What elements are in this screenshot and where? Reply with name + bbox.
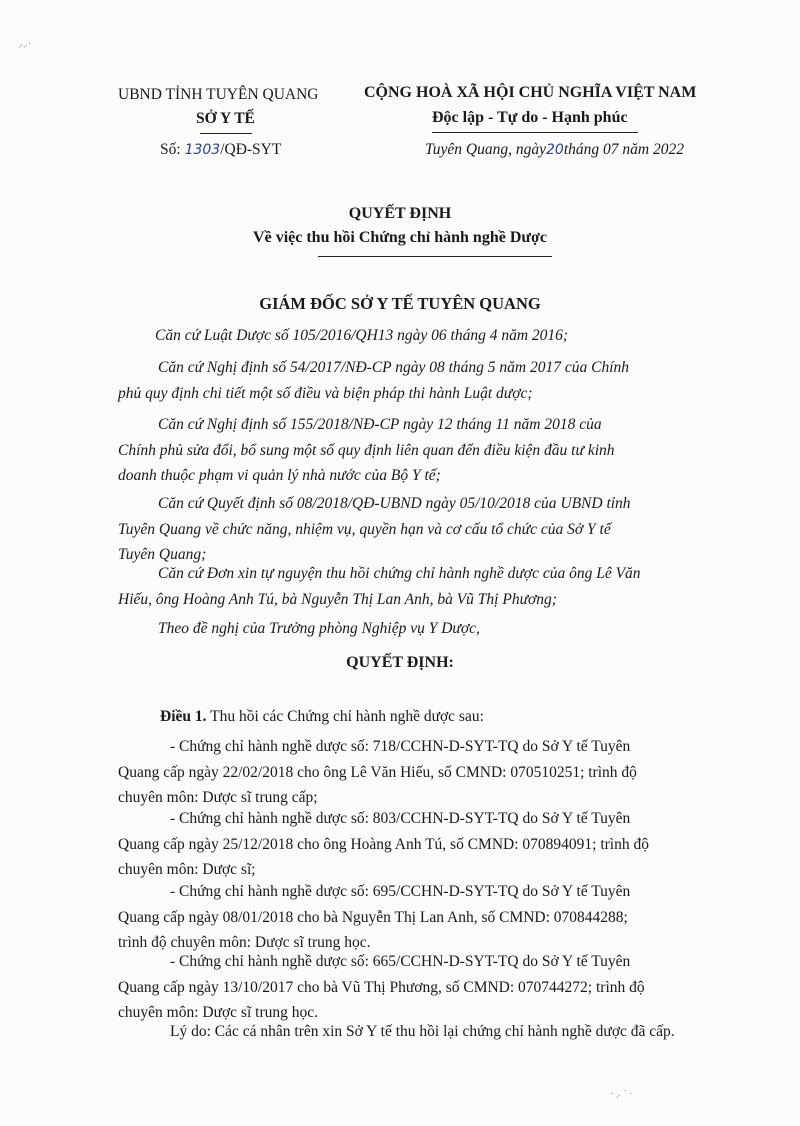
date-suffix: tháng 07 năm 2022 [563,141,684,158]
preamble-1 [155,323,737,349]
certificate-2-line1: - Chứng chỉ hành nghề dược số: 803/CCHN-D-SYT-TQ do Sở Y tế Tuyên [170,810,631,827]
preamble-2-line2: phủ quy định chi tiết một số điều và biện pháp thi hành Luật dược; [118,384,533,402]
doc-number [160,141,281,159]
header-dept-underline [200,133,252,134]
certificate-2-line2: Quang cấp ngày 25/12/2018 cho ông Hoàng Anh Tú, số CMND: 070894091; trình độ [118,835,649,853]
doc-number-suffix: /QĐ-SYT [220,141,282,158]
header-dept: SỞ Y TẾ [196,110,255,127]
reason-text: Lý do: Các cá nhân trên xin Sở Y tế thu hồi lại chứng chỉ hành nghề dược đã cấp. [170,1023,675,1040]
certificate-item [118,879,738,956]
preamble-4-line2: Tuyên Quang về chức năng, nhiệm vụ, quyền hạn và cơ cấu tổ chức của Sở Y tế [118,520,611,538]
preamble-3 [118,412,738,489]
date-day-handwritten: 20 [545,142,564,158]
header-date [425,141,684,159]
header-nation: CỘNG HOÀ XÃ HỘI CHỦ NGHĨA VIỆT NAM [364,84,697,101]
header-org: UBND TỈNH TUYÊN QUANG [118,86,319,103]
date-prefix: Tuyên Quang, ngày [425,141,546,158]
preamble-2 [118,355,738,406]
decision-subject: Về việc thu hồi Chứng chỉ hành nghề Dược [253,229,547,246]
certificate-item [118,806,738,883]
article-1-label: Điều 1. [160,708,207,725]
preamble-4 [118,491,738,568]
preamble-4-line3: Tuyên Quang; [118,546,207,563]
preamble-6 [158,616,740,642]
doc-number-handwritten: 1303 [184,142,221,158]
preamble-3-line3: doanh thuộc phạm vi quản lý nhà nước của Bộ Y tế; [118,467,441,484]
decision-title: QUYẾT ĐỊNH [348,205,452,222]
certificate-4-line3: chuyên môn: Dược sĩ trung học. [118,1004,318,1021]
doc-number-prefix: Số: [160,141,185,158]
article-1-text: Thu hồi các Chứng chỉ hành nghề dược sau: [206,708,484,725]
preamble-6-line: Theo đề nghị của Trưởng phòng Nghiệp vụ Y Dược, [158,620,480,637]
header-motto-underline [432,132,638,133]
certificate-item [118,734,738,811]
preamble-5-line2: Hiếu, ông Hoàng Anh Tú, bà Nguyễn Thị Lan Anh, bà Vũ Thị Phương; [118,590,557,608]
certificate-1-line2: Quang cấp ngày 22/02/2018 cho ông Lê Văn Hiếu, số CMND: 070510251; trình độ [118,763,637,781]
preamble-3-line1: Căn cứ Nghị định số 155/2018/NĐ-CP ngày 12 tháng 11 năm 2018 của [158,416,602,433]
authority-heading: GIÁM ĐỐC SỞ Y TẾ TUYÊN QUANG [259,294,541,313]
certificate-3-line2: Quang cấp ngày 08/01/2018 cho bà Nguyễn Thị Lan Anh, số CMND: 070844288; [118,908,628,926]
preamble-5-line1: Căn cứ Đơn xin tự nguyện thu hồi chứng chỉ hành nghề dược của ông Lê Văn [158,565,641,582]
certificate-item [118,949,738,1026]
subject-underline [318,256,552,257]
preamble-4-line1: Căn cứ Quyết định số 08/2018/QĐ-UBND ngày 05/10/2018 của UBND tỉnh [158,495,631,512]
certificate-4-line2: Quang cấp ngày 13/10/2017 cho bà Vũ Thị Phương, số CMND: 070744272; trình độ [118,978,645,996]
decision-heading: QUYẾT ĐỊNH: [346,654,454,671]
preamble-3-line2: Chính phủ sửa đổi, bổ sung một số quy định liên quan đến điều kiện đầu tư kinh [118,441,615,459]
certificate-1-line3: chuyên môn: Dược sĩ trung cấp; [118,789,318,806]
article-1 [160,708,484,726]
header-motto: Độc lập - Tự do - Hạnh phúc [432,109,628,126]
certificate-4-line1: - Chứng chỉ hành nghề dược số: 665/CCHN-D-SYT-TQ do Sở Y tế Tuyên [170,953,631,970]
preamble-5 [118,561,738,612]
certificate-3-line1: - Chứng chỉ hành nghề dược số: 695/CCHN-D-SYT-TQ do Sở Y tế Tuyên [170,883,631,900]
certificate-2-line3: chuyên môn: Dược sĩ; [118,861,256,878]
certificate-1-line1: - Chứng chỉ hành nghề dược số: 718/CCHN-D-SYT-TQ do Sở Y tế Tuyên [170,738,631,755]
scan-mark: ⸝⸝· [18,39,32,50]
certificate-3-line3: trình độ chuyên môn: Dược sĩ trung học. [118,934,371,951]
preamble-1-line: Căn cứ Luật Dược số 105/2016/QH13 ngày 06 tháng 4 năm 2016; [155,327,569,344]
scan-mark: · ⸝ ˙ · [610,1089,633,1100]
preamble-2-line1: Căn cứ Nghị định số 54/2017/NĐ-CP ngày 08 tháng 5 năm 2017 của Chính [158,359,630,376]
